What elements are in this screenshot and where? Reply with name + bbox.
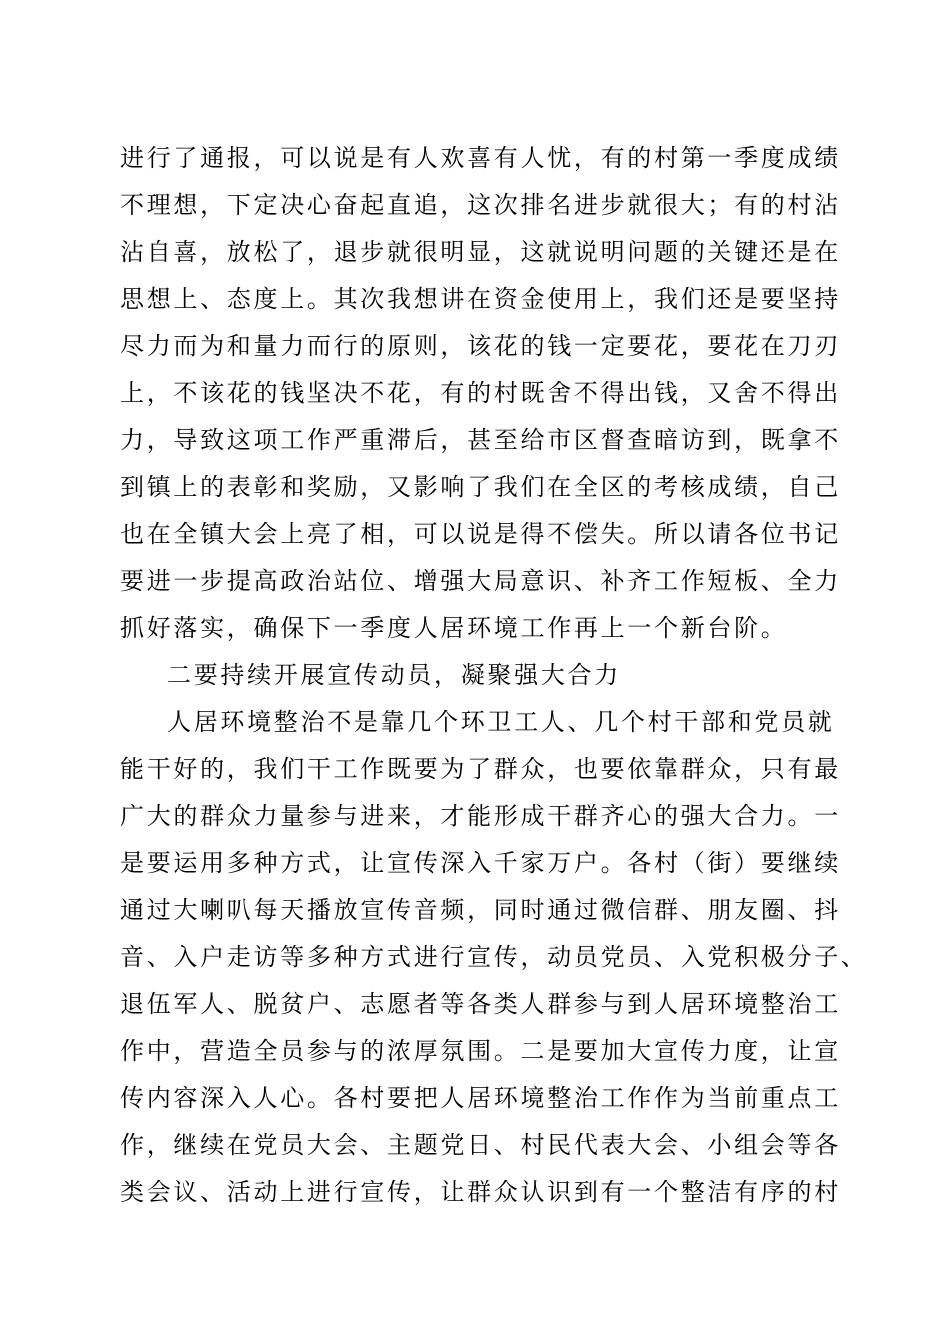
- paragraph-line: 进行了通报，可以说是有人欢喜有人忧，有的村第一季度成绩: [120, 144, 841, 172]
- paragraph-line: 也在全镇大会上亮了相，可以说是得不偿失。所以请各位书记: [120, 520, 841, 548]
- paragraph-line: 不理想，下定决心奋起直追，这次排名进步就很大；有的村沾: [120, 191, 841, 219]
- paragraph-line: 退伍军人、脱贫户、志愿者等各类人群参与到人居环境整治工: [120, 990, 841, 1018]
- paragraph-line: 是要运用多种方式，让宣传深入千家万户。各村（街）要继续: [120, 849, 841, 877]
- paragraph-line: 作中，营造全员参与的浓厚氛围。二是要加大宣传力度，让宣: [120, 1037, 841, 1065]
- paragraph-line: 沾自喜，放松了，退步就很明显，这就说明问题的关键还是在: [120, 238, 841, 266]
- paragraph-line: 到镇上的表彰和奖励，又影响了我们在全区的考核成绩，自己: [120, 473, 841, 501]
- paragraph-line: 传内容深入人心。各村要把人居环境整治工作作为当前重点工: [120, 1084, 841, 1112]
- paragraph-line: 通过大喇叭每天播放宣传音频，同时通过微信群、朋友圈、抖: [120, 896, 841, 924]
- paragraph-line: 尽力而为和量力而行的原则，该花的钱一定要花，要花在刀刃: [120, 332, 841, 360]
- paragraph-line: 广大的群众力量参与进来，才能形成干群齐心的强大合力。一: [120, 802, 841, 830]
- paragraph-line: 类会议、活动上进行宣传，让群众认识到有一个整洁有序的村: [120, 1178, 841, 1206]
- paragraph-line: 音、入户走访等多种方式进行宣传，动员党员、入党积极分子、: [120, 943, 868, 971]
- paragraph-line: 要进一步提高政治站位、增强大局意识、补齐工作短板、全力: [120, 567, 841, 595]
- paragraph-line: 抓好落实，确保下一季度人居环境工作再上一个新台阶。: [120, 614, 788, 642]
- paragraph-line: 人居环境整治不是靠几个环卫工人、几个村干部和党员就: [167, 708, 835, 736]
- paragraph-line: 力，导致这项工作严重滞后，甚至给市区督查暗访到，既拿不: [120, 426, 841, 454]
- paragraph-line: 思想上、态度上。其次我想讲在资金使用上，我们还是要坚持: [120, 285, 841, 313]
- paragraph-line: 能干好的，我们干工作既要为了群众，也要依靠群众，只有最: [120, 755, 841, 783]
- section-heading: 二要持续开展宣传动员，凝聚强大合力: [167, 661, 621, 689]
- paragraph-line: 上，不该花的钱坚决不花，有的村既舍不得出钱，又舍不得出: [120, 379, 841, 407]
- paragraph-line: 作，继续在党员大会、主题党日、村民代表大会、小组会等各: [120, 1131, 841, 1159]
